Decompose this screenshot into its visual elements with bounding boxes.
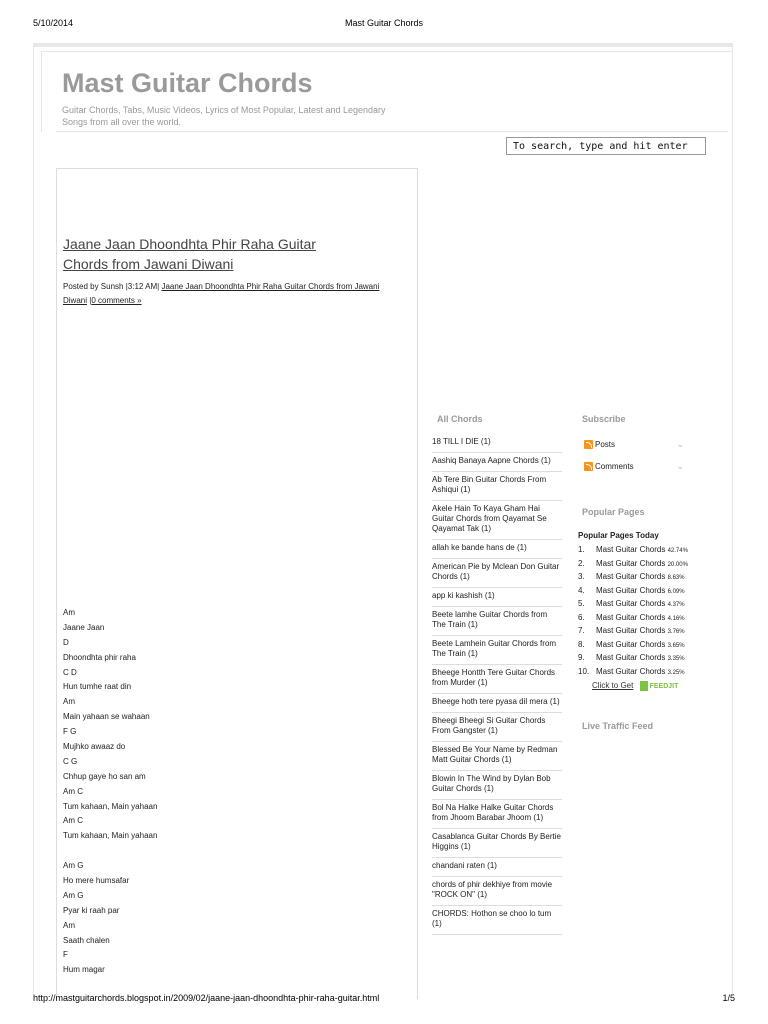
lyric-line: Hun tumhe raat din [63, 682, 132, 692]
chord-link[interactable]: chandani raten (1) [432, 858, 562, 877]
chord-link[interactable]: Blowin In The Wind by Dylan Bob Guitar Chords (1) [432, 771, 562, 800]
subscribe-heading: Subscribe [582, 414, 626, 424]
lyric-line [63, 844, 363, 859]
lyric-line: Main yahaan se wahaan [63, 712, 150, 722]
popular-percent: 3.35% [667, 656, 685, 662]
popular-page-name[interactable]: Mast Guitar Chords [596, 599, 666, 608]
chord-link[interactable]: Blessed Be Your Name by Redman Matt Guitar Chords (1) [432, 742, 562, 771]
lyric-line: F [63, 950, 68, 960]
feedjit-link[interactable] [592, 681, 678, 691]
top-bar [33, 43, 733, 47]
popular-percent: 8.63% [667, 575, 685, 581]
lyric-line: Mujhko awaaz do [63, 742, 126, 752]
site-title[interactable]: Mast Guitar Chords [62, 68, 313, 98]
subscribe-posts-label: Posts [595, 440, 616, 449]
lyric-line: Dhoondhta phir raha [63, 652, 136, 662]
popular-rank: 5. [578, 599, 585, 608]
click-to-get-label[interactable]: Click to Get [592, 681, 634, 690]
post-author-time: Posted by Sunsh |3:12 AM| [63, 282, 160, 291]
chord-link[interactable]: Akele Hain To Kaya Gham Hai Guitar Chords from Qayamat Se Qayamat Tak (1) [432, 501, 562, 540]
chevron-down-icon[interactable]: ⌄ [676, 461, 684, 471]
all-chords-heading: All Chords [437, 414, 483, 424]
popular-percent: 3.76% [667, 629, 685, 635]
search-input[interactable]: To search, type and hit enter [506, 137, 706, 155]
lyric-line: Ho mere humsafar [63, 876, 130, 886]
popular-page-item[interactable] [578, 584, 728, 598]
lyric-line: Am C [63, 786, 83, 796]
popular-page-item[interactable] [578, 665, 728, 679]
lyric-line: Am [63, 697, 75, 707]
all-chords-list [432, 434, 562, 935]
lyric-line: F G [63, 727, 77, 737]
popular-percent: 42.74% [667, 548, 688, 554]
popular-page-item[interactable] [578, 611, 728, 625]
popular-rank: 6. [578, 612, 585, 622]
popular-rank: 10. [578, 666, 590, 676]
lyric-line: C G [63, 756, 78, 766]
popular-page-name[interactable]: Mast Guitar Chords [596, 653, 666, 662]
rss-icon [584, 462, 593, 471]
lyric-line: Saath chalen [63, 935, 110, 945]
feedjit-logo[interactable] [640, 681, 679, 691]
popular-page-item[interactable] [578, 543, 728, 557]
popular-rank: 1. [578, 545, 585, 554]
popular-percent: 3.25% [667, 669, 685, 676]
chord-link[interactable]: allah ke bande hans de (1) [432, 540, 562, 559]
popular-percent: 3.65% [667, 642, 685, 649]
chord-link[interactable]: Aashiq Banaya Aapne Chords (1) [432, 453, 562, 472]
popular-page-name[interactable]: Mast Guitar Chords [596, 558, 666, 568]
lyric-line: Am [63, 920, 75, 930]
chord-link[interactable]: Ab Tere Bin Guitar Chords From Ashiqui (1) [432, 472, 562, 501]
feedjit-label: FEEDJIT [649, 683, 679, 690]
print-title: Mast Guitar Chords [344, 18, 424, 28]
subscribe-posts[interactable] [584, 440, 684, 449]
popular-percent: 20.00% [667, 561, 688, 568]
subscribe-comments[interactable] [584, 462, 684, 471]
chord-link[interactable]: Bheege hoth tere pyasa dil mera (1) [432, 694, 562, 713]
lyric-line: Tum kahaan, Main yahaan [63, 831, 158, 841]
lyric-line: Am G [63, 861, 84, 871]
header-divider [56, 131, 728, 132]
popular-page-item[interactable] [578, 557, 728, 571]
chevron-down-icon[interactable]: ⌄ [676, 439, 684, 449]
lyric-line: Tum kahaan, Main yahaan [63, 801, 158, 811]
chord-link[interactable]: Bheegi Bheegi Si Guitar Chords From Gangster (1) [432, 713, 562, 742]
popular-rank: 7. [578, 626, 585, 635]
lyric-line: D [63, 637, 69, 647]
chord-link[interactable]: Bheege Hontth Tere Guitar Chords from Murder (1) [432, 665, 562, 694]
chord-link[interactable]: CHORDS: Hothon se choo lo tum (1) [432, 906, 562, 935]
lyric-line: Hum magar [63, 965, 105, 975]
feedjit-icon [640, 681, 648, 691]
print-date: 5/10/2014 [33, 18, 74, 28]
popular-page-name[interactable]: Mast Guitar Chords [596, 626, 666, 635]
popular-rank: 2. [578, 558, 585, 568]
subscribe-comments-label: Comments [595, 462, 634, 471]
chord-link[interactable]: app ki kashish (1) [432, 588, 562, 607]
lyrics-block [63, 606, 363, 978]
popular-page-name[interactable]: Mast Guitar Chords [596, 585, 666, 595]
popular-page-name[interactable]: Mast Guitar Chords [596, 639, 666, 649]
rss-icon [584, 440, 593, 449]
chord-link[interactable]: Bol Na Halke Halke Guitar Chords from Jhoom Barabar Jhoom (1) [432, 800, 562, 829]
popular-rank: 8. [578, 639, 585, 649]
lyric-line: Am C [63, 816, 83, 826]
chord-link[interactable]: Beete lamhe Guitar Chords from The Train (1) [432, 607, 562, 636]
popular-percent: 4.37% [667, 602, 685, 608]
live-traffic-heading: Live Traffic Feed [582, 721, 654, 731]
lyric-line: C D [63, 667, 77, 677]
post-meta [63, 280, 403, 308]
chord-link[interactable]: American Pie by Mclean Don Guitar Chords (1) [432, 559, 562, 588]
popular-rank: 3. [578, 572, 585, 581]
popular-page-item[interactable] [578, 624, 728, 638]
popular-rank: 4. [578, 585, 585, 595]
lyric-line: Am [63, 608, 75, 617]
popular-page-item[interactable] [578, 651, 728, 665]
popular-today-title: Popular Pages Today [578, 531, 659, 540]
popular-page-name[interactable]: Mast Guitar Chords [596, 572, 666, 581]
popular-percent: 4.16% [667, 615, 685, 622]
popular-page-name[interactable]: Mast Guitar Chords [596, 545, 666, 554]
chord-link[interactable]: Beete Lamhein Guitar Chords from The Train (1) [432, 636, 562, 665]
lyric-line: Chhup gaye ho san am [63, 771, 146, 781]
meta-separator: | [89, 296, 92, 305]
chord-link[interactable]: Casablanca Guitar Chords By Bertie Higgins (1) [432, 829, 562, 858]
post-permalink[interactable]: Jaane Jaan Dhoondhta Phir Raha Guitar Chords from Jawani Diwani [63, 282, 380, 305]
comments-link[interactable]: 0 comments » [91, 296, 142, 305]
print-page-number: 1/5 [722, 993, 735, 1003]
popular-page-name[interactable]: Mast Guitar Chords [596, 666, 666, 676]
popular-percent: 6.09% [667, 588, 685, 595]
popular-page-item[interactable] [578, 638, 728, 652]
site-description: Guitar Chords, Tabs, Music Videos, Lyrics of Most Popular, Latest and Legendary Songs from all over the world. [62, 105, 386, 127]
lyric-line: Jaane Jaan [63, 622, 105, 632]
lyric-line: Pyar ki raah par [63, 905, 120, 915]
chord-link[interactable]: 18 TILL I DIE (1) [432, 434, 562, 453]
popular-page-item[interactable] [578, 597, 728, 611]
lyric-line: Am G [63, 890, 84, 900]
popular-pages-heading: Popular Pages [582, 507, 645, 517]
popular-page-name[interactable]: Mast Guitar Chords [596, 612, 666, 622]
chord-link[interactable]: chords of phir dekhiye from movie "ROCK ON" (1) [432, 877, 562, 906]
post-title[interactable]: Jaane Jaan Dhoondhta Phir Raha Guitar Chords from Jawani Diwani [63, 236, 316, 272]
print-url: http://mastguitarchords.blogspot.in/2009/02/jaane-jaan-dhoondhta-phir-raha-guitar.html [33, 993, 380, 1003]
popular-page-item[interactable] [578, 570, 728, 584]
popular-pages-list [578, 543, 728, 678]
popular-rank: 9. [578, 653, 585, 662]
